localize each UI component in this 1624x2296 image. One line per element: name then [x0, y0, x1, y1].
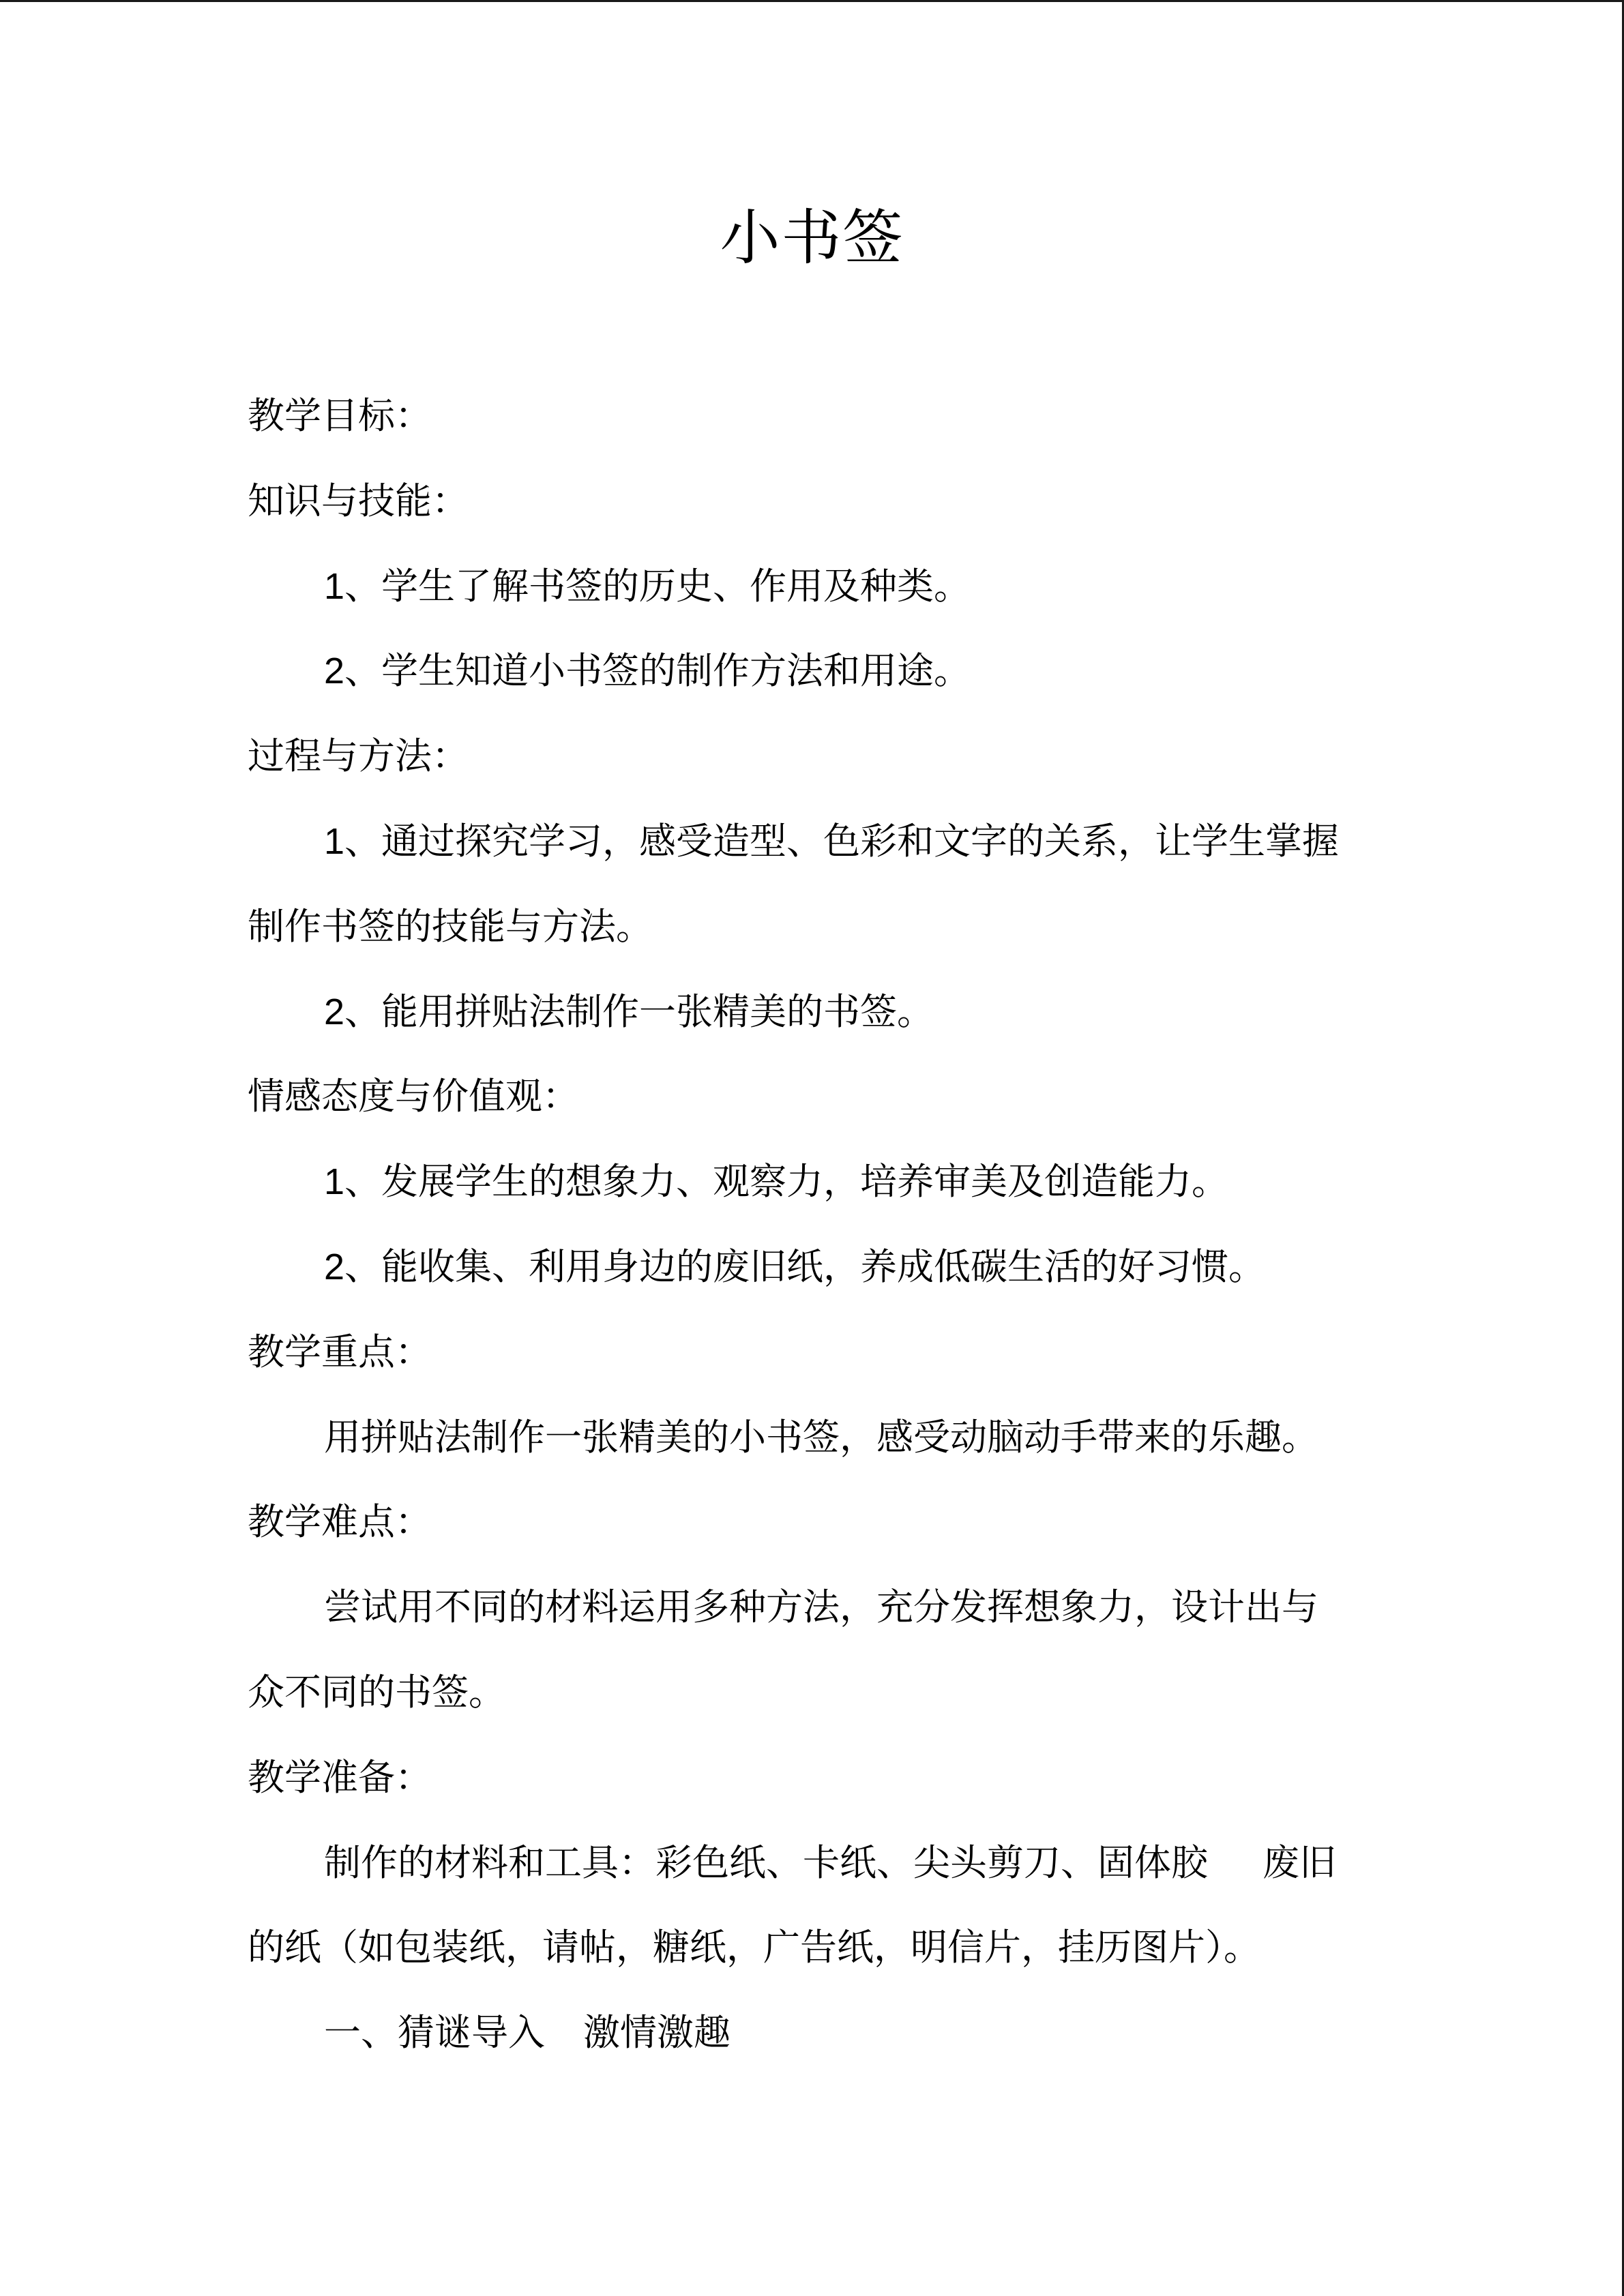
- item-text: 通过探究学习，感受造型、色彩和文字的关系，让学生掌握: [381, 820, 1340, 862]
- item-separator: 、: [344, 1246, 382, 1287]
- preparation-text: [248, 1821, 1377, 1906]
- list-item-continuation: 制作书签的技能与方法。: [248, 906, 653, 947]
- item-text: 能收集、利用身边的废旧纸，养成低碳生活的好习惯。: [381, 1246, 1266, 1287]
- item-separator: 、: [344, 991, 382, 1032]
- page-border-top: [0, 0, 1624, 2]
- list-item: [248, 629, 1377, 714]
- item-text: 学生了解书签的历史、作用及种类。: [381, 565, 971, 607]
- list-item: [248, 970, 1377, 1055]
- section-heading-process: 过程与方法：: [248, 736, 469, 777]
- item-number: 2: [324, 1246, 345, 1287]
- item-text: 学生知道小书签的制作方法和用途。: [381, 651, 971, 692]
- item-number: 1: [324, 820, 345, 862]
- section-heading-preparation: 教学准备：: [248, 1757, 432, 1798]
- preparation-text-continuation: 的纸（如包装纸，请帖，糖纸，广告纸，明信片，挂历图片）。: [248, 1927, 1260, 1969]
- difficulty-text-continuation: 众不同的书签。: [248, 1671, 505, 1713]
- section-heading-emotion: 情感态度与价值观：: [248, 1076, 579, 1118]
- page-title: 小书签: [720, 206, 904, 272]
- key-point-text: 用拼贴法制作一张精美的小书签，感受动脑动手带来的乐趣。: [324, 1416, 1318, 1458]
- list-item: [248, 799, 1377, 884]
- item-number: 2: [324, 991, 345, 1032]
- item-number: 1: [324, 565, 345, 607]
- item-separator: 、: [344, 651, 382, 692]
- preparation-text-part-b: 废旧: [1263, 1842, 1336, 1883]
- section-heading-knowledge: 知识与技能：: [248, 480, 469, 522]
- item-text: 发展学生的想象力、观察力，培养审美及创造能力。: [381, 1161, 1229, 1203]
- item-number: 1: [324, 1161, 345, 1203]
- list-item: [248, 544, 1377, 629]
- step-subtitle: 激情激趣: [583, 2012, 730, 2054]
- difficulty-text: 尝试用不同的材料运用多种方法，充分发挥想象力，设计出与: [324, 1587, 1318, 1628]
- item-separator: 、: [344, 565, 382, 607]
- preparation-text-part-a: 制作的材料和工具：彩色纸、卡纸、尖头剪刀、固体胶: [324, 1842, 1208, 1883]
- section-heading-objectives: 教学目标：: [248, 396, 432, 436]
- section-heading-key-point: 教学重点：: [248, 1331, 432, 1373]
- item-separator: 、: [344, 820, 382, 862]
- step-title: 一、猜谜导入: [324, 2012, 545, 2054]
- item-number: 2: [324, 651, 345, 692]
- list-item: [248, 1225, 1377, 1310]
- list-item: [248, 1139, 1377, 1225]
- document-body: [248, 374, 1377, 2076]
- section-heading-difficulty: 教学难点：: [248, 1502, 432, 1543]
- item-separator: 、: [344, 1161, 382, 1203]
- item-text: 能用拼贴法制作一张精美的书签。: [381, 991, 934, 1032]
- step-heading: [248, 1991, 1377, 2076]
